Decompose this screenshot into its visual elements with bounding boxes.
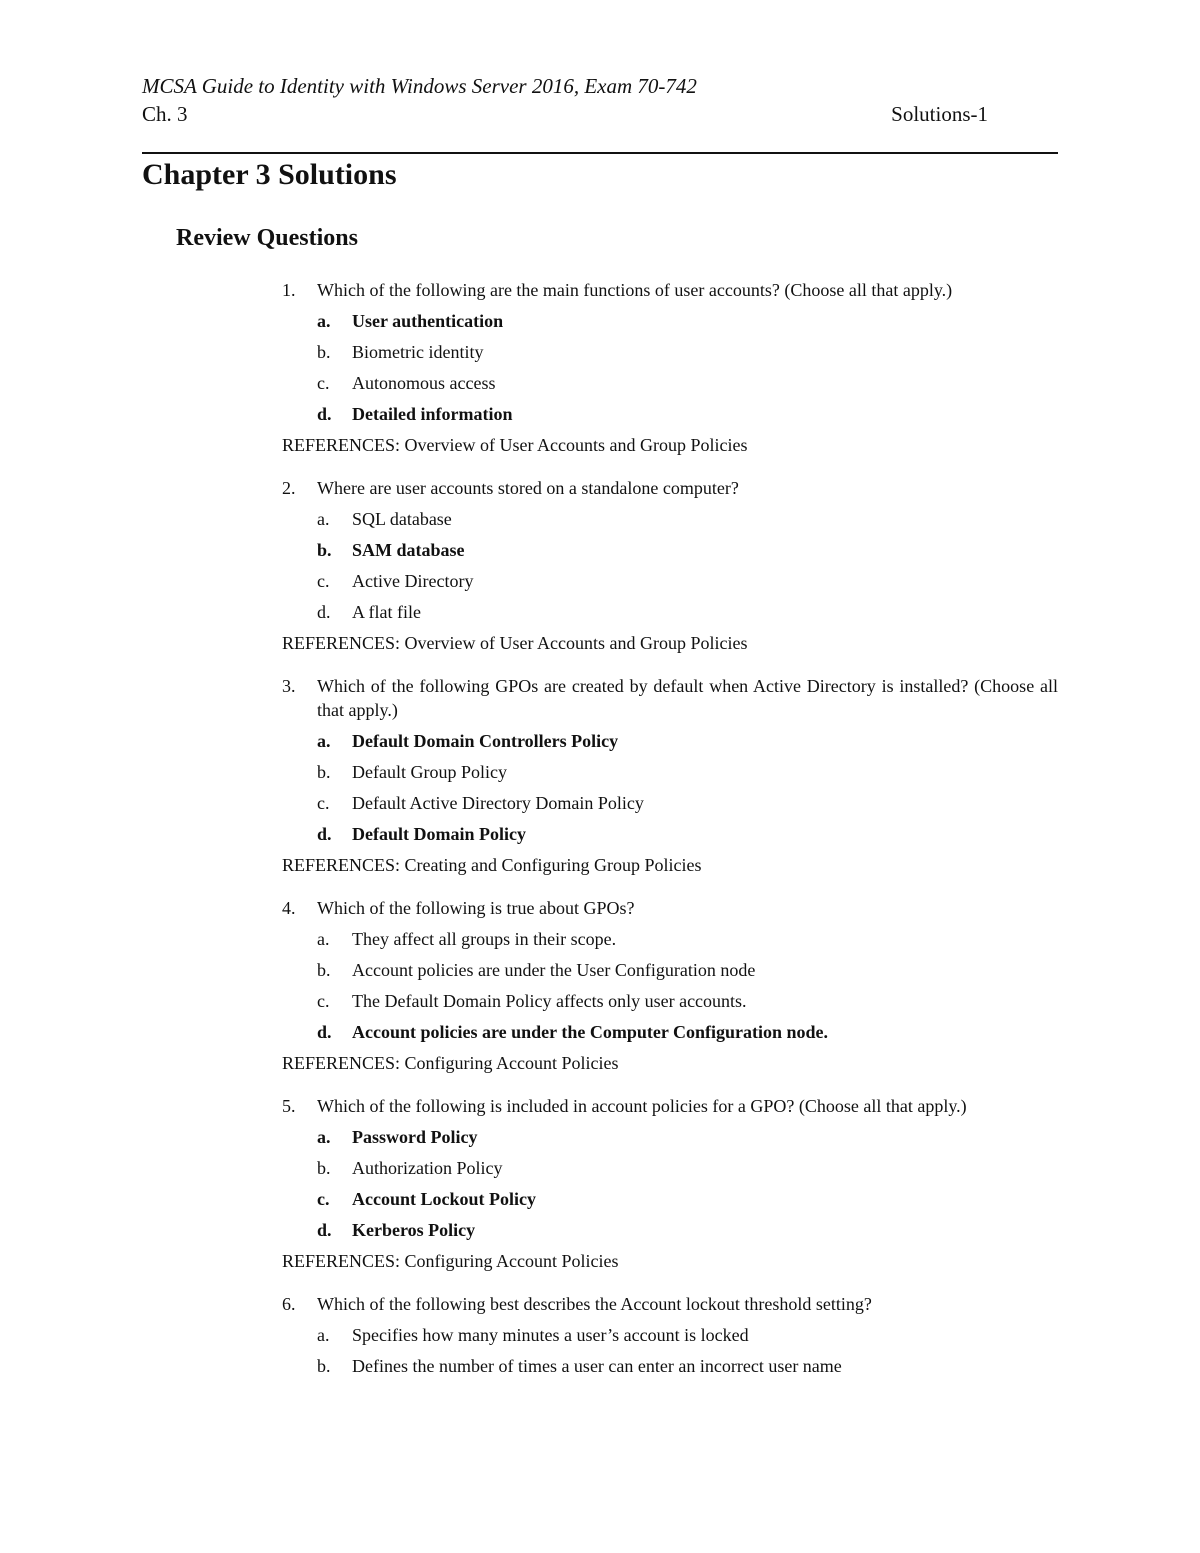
option-text: They affect all groups in their scope. (352, 929, 617, 949)
option-letter: c. (317, 571, 330, 591)
option-letter: d. (317, 404, 332, 424)
answer-options (282, 927, 1058, 1044)
option-text: Account Lockout Policy (352, 1189, 536, 1209)
option-text: Default Domain Policy (352, 824, 526, 844)
book-title: MCSA Guide to Identity with Windows Server 2016, Exam 70-742 (142, 74, 697, 98)
answer-option (282, 927, 1058, 951)
question-number: 5. (282, 1096, 296, 1116)
answer-option (282, 1323, 1058, 1347)
answer-option (282, 989, 1058, 1013)
question-stem (282, 1094, 1058, 1118)
answer-option (282, 569, 1058, 593)
answer-options (282, 309, 1058, 426)
question-text: Which of the following best describes the Account lockout threshold setting? (317, 1294, 872, 1314)
option-letter: a. (317, 731, 331, 751)
question-text: Where are user accounts stored on a standalone computer? (317, 478, 739, 498)
option-text: Password Policy (352, 1127, 478, 1147)
question-item (282, 476, 1058, 655)
option-text: Detailed information (352, 404, 513, 424)
correct-answer-option (282, 1020, 1058, 1044)
option-text: Default Domain Controllers Policy (352, 731, 619, 751)
section-title: Review Questions (176, 225, 358, 251)
option-letter: c. (317, 1189, 330, 1209)
chapter-label: Ch. 3 (142, 102, 188, 126)
references-line: REFERENCES: Creating and Configuring Group Policies (282, 855, 702, 875)
option-text: Biometric identity (352, 342, 484, 362)
answer-option (282, 507, 1058, 531)
chapter-title: Chapter 3 Solutions (142, 158, 397, 191)
option-letter: a. (317, 311, 331, 331)
question-stem (282, 476, 1058, 500)
references-line: REFERENCES: Overview of User Accounts and Group Policies (282, 435, 748, 455)
question-text: Which of the following GPOs are created by default when Active Directory is installed? (Choose all that apply.) (317, 676, 1058, 720)
question-number: 2. (282, 478, 296, 498)
option-text: Autonomous access (352, 373, 496, 393)
question-stem (282, 1292, 1058, 1316)
question-number: 4. (282, 898, 296, 918)
answer-option (282, 760, 1058, 784)
correct-answer-option (282, 822, 1058, 846)
correct-answer-option (282, 402, 1058, 426)
option-text: A flat file (352, 602, 421, 622)
references-line: REFERENCES: Configuring Account Policies (282, 1053, 619, 1073)
option-text: Account policies are under the Computer Configuration node. (352, 1022, 829, 1042)
option-letter: a. (317, 1325, 330, 1345)
option-text: Active Directory (352, 571, 474, 591)
answer-option (282, 958, 1058, 982)
option-letter: a. (317, 929, 330, 949)
option-text: User authentication (352, 311, 504, 331)
option-letter: b. (317, 1356, 331, 1376)
answer-option (282, 791, 1058, 815)
question-text: Which of the following is included in account policies for a GPO? (Choose all that apply.) (317, 1096, 967, 1116)
option-text: Authorization Policy (352, 1158, 503, 1178)
answer-option (282, 1156, 1058, 1180)
option-letter: b. (317, 342, 331, 362)
option-letter: d. (317, 824, 332, 844)
references-line: REFERENCES: Overview of User Accounts and Group Policies (282, 633, 748, 653)
option-letter: b. (317, 960, 331, 980)
option-letter: b. (317, 540, 332, 560)
option-text: Kerberos Policy (352, 1220, 476, 1240)
question-text: Which of the following are the main functions of user accounts? (Choose all that apply.) (317, 280, 953, 300)
option-text: Specifies how many minutes a user’s account is locked (352, 1325, 749, 1345)
question-stem (282, 674, 1058, 722)
answer-option (282, 371, 1058, 395)
option-text: Default Active Directory Domain Policy (352, 793, 644, 813)
option-letter: b. (317, 762, 331, 782)
answer-option (282, 340, 1058, 364)
option-letter: c. (317, 991, 330, 1011)
question-item (282, 1292, 1058, 1378)
option-letter: a. (317, 509, 330, 529)
correct-answer-option (282, 1125, 1058, 1149)
option-text: Default Group Policy (352, 762, 507, 782)
answer-options (282, 1323, 1058, 1378)
option-text: SQL database (352, 509, 452, 529)
question-item (282, 674, 1058, 877)
option-text: SAM database (352, 540, 465, 560)
answer-options (282, 507, 1058, 624)
option-text: Defines the number of times a user can enter an incorrect user name (352, 1356, 842, 1376)
answer-options (282, 1125, 1058, 1242)
option-letter: c. (317, 373, 330, 393)
question-number: 6. (282, 1294, 296, 1314)
question-list (282, 278, 1058, 1397)
correct-answer-option (282, 1218, 1058, 1242)
option-text: Account policies are under the User Configuration node (352, 960, 756, 980)
question-item (282, 1094, 1058, 1273)
answer-option (282, 600, 1058, 624)
question-text: Which of the following is true about GPOs? (317, 898, 635, 918)
question-item (282, 896, 1058, 1075)
correct-answer-option (282, 309, 1058, 333)
option-text: The Default Domain Policy affects only user accounts. (352, 991, 747, 1011)
header-divider (142, 152, 1058, 154)
question-number: 3. (282, 676, 296, 696)
references-line: REFERENCES: Configuring Account Policies (282, 1251, 619, 1271)
option-letter: d. (317, 1220, 332, 1240)
correct-answer-option (282, 1187, 1058, 1211)
option-letter: d. (317, 1022, 332, 1042)
question-number: 1. (282, 280, 296, 300)
question-item (282, 278, 1058, 457)
option-letter: b. (317, 1158, 331, 1178)
option-letter: a. (317, 1127, 331, 1147)
page-label: Solutions-1 (891, 102, 988, 126)
page-header (142, 100, 988, 128)
answer-option (282, 1354, 1058, 1378)
correct-answer-option (282, 729, 1058, 753)
answer-options (282, 729, 1058, 846)
option-letter: d. (317, 602, 331, 622)
question-stem (282, 896, 1058, 920)
question-stem (282, 278, 1058, 302)
correct-answer-option (282, 538, 1058, 562)
option-letter: c. (317, 793, 330, 813)
